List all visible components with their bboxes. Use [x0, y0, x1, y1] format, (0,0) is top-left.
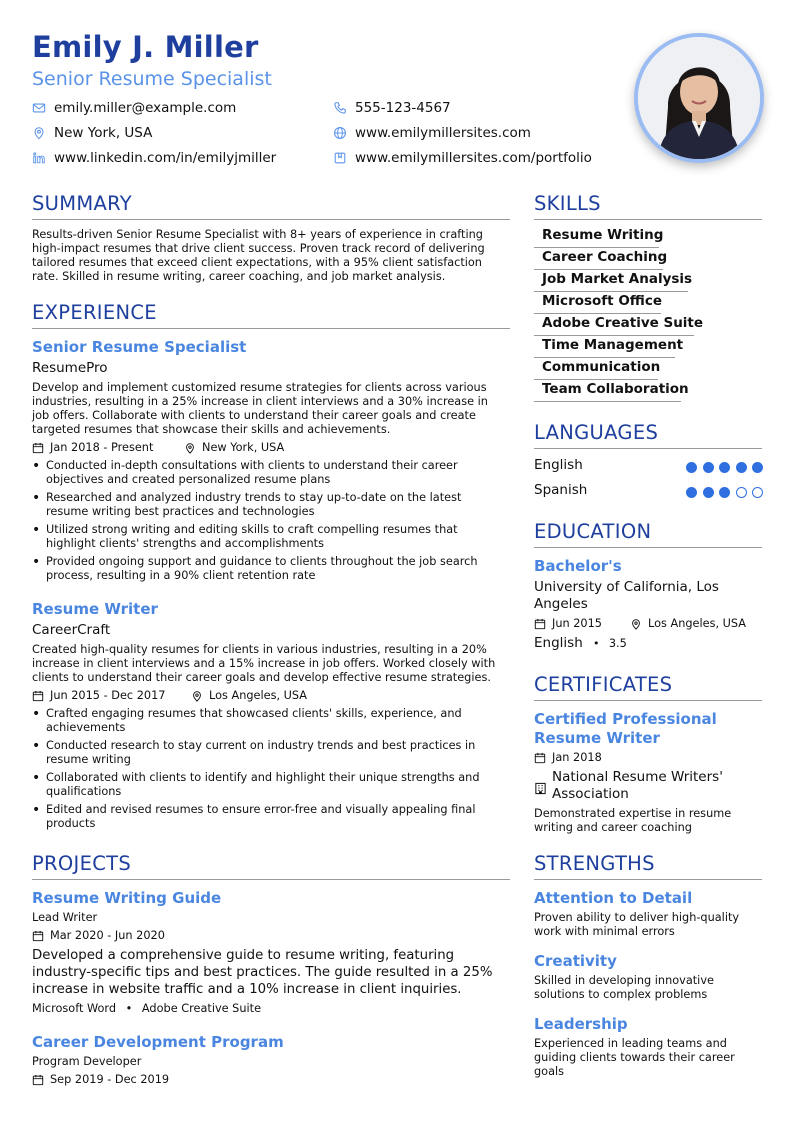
job-location-text: Los Angeles, USA — [209, 689, 308, 702]
language-name: Spanish — [534, 482, 588, 498]
experience-divider — [32, 328, 510, 329]
location-pin-icon — [630, 618, 642, 630]
location-pin-icon — [184, 442, 196, 454]
job-title: Resume Writer — [32, 600, 158, 618]
globe-icon — [333, 126, 347, 140]
contact-portfolio[interactable] — [333, 150, 592, 166]
project-dates — [32, 1073, 169, 1086]
skills-heading: SKILLS — [534, 192, 601, 215]
skill-tag: Time Management — [534, 335, 675, 358]
summary-heading: SUMMARY — [32, 192, 132, 215]
candidate-title: Senior Resume Specialist — [32, 68, 272, 90]
profile-photo — [634, 33, 764, 163]
degree: Bachelor's — [534, 557, 622, 575]
project-role: Lead Writer — [32, 911, 98, 924]
project-tool: Microsoft Word — [32, 1002, 117, 1015]
skill-tag: Resume Writing — [534, 225, 659, 248]
bookmark-icon — [333, 151, 347, 165]
certificates-divider — [534, 700, 762, 701]
phone-icon — [333, 101, 347, 115]
certificates-heading: CERTIFICATES — [534, 673, 673, 696]
certificate-description: Demonstrated expertise in resume writing and career coaching — [534, 807, 732, 834]
education-location — [630, 617, 746, 630]
project-dates-text: Mar 2020 - Jun 2020 — [50, 929, 165, 942]
candidate-name: Emily J. Miller — [32, 30, 259, 64]
job-description: Created high-quality resumes for clients in various industries, resulting in a 20% increase in client interviews and a 15% increase in job offers. Worked closely with clients to understand their career goals and develop effective resume strategies. — [32, 643, 496, 684]
education-location-text: Los Angeles, USA — [648, 617, 747, 630]
experience-heading: EXPERIENCE — [32, 301, 157, 324]
strength-text: Proven ability to deliver high-quality work with minimal errors — [534, 911, 740, 938]
portfolio-text: www.emilymillersites.com/portfolio — [355, 150, 592, 166]
website-text: www.emilymillersites.com — [355, 125, 531, 141]
skill-tag: Microsoft Office — [534, 291, 661, 314]
certificate-issuer: National Resume Writers' Association — [552, 769, 723, 802]
contact-location — [32, 125, 152, 141]
calendar-icon — [32, 442, 44, 454]
calendar-icon — [32, 930, 44, 942]
calendar-icon — [534, 752, 546, 764]
job-bullet: • Conducted research to stay current on industry trends and best practices in resume writing — [32, 738, 476, 766]
education-dates — [534, 617, 602, 630]
location-text: New York, USA — [54, 125, 153, 141]
contact-linkedin[interactable] — [32, 150, 276, 166]
field-of-study: English — [534, 635, 583, 651]
job-dates-text: Jun 2015 - Dec 2017 — [50, 689, 166, 702]
level-dot-filled — [703, 487, 714, 498]
languages-divider — [534, 448, 762, 449]
level-dot-empty — [736, 487, 747, 498]
job-location — [184, 441, 284, 454]
tool-separator: • — [125, 1002, 133, 1015]
skill-tag: Adobe Creative Suite — [534, 313, 694, 336]
level-dot-filled — [686, 462, 697, 473]
job-bullet: • Edited and revised resumes to ensure error-free and visually appealing final products — [32, 802, 476, 830]
job-title: Senior Resume Specialist — [32, 338, 247, 356]
calendar-icon — [32, 690, 44, 702]
linkedin-icon — [32, 151, 46, 165]
education-dates-text: Jun 2015 — [552, 617, 602, 630]
level-dot-filled — [752, 462, 763, 473]
job-bullet: • Collaborated with clients to identify and highlight their unique strengths and qualifications — [32, 770, 480, 798]
skills-divider — [534, 219, 762, 220]
strength-title: Creativity — [534, 952, 617, 970]
contact-email[interactable] — [32, 100, 236, 116]
company-name: ResumePro — [32, 360, 108, 376]
level-dot-filled — [719, 462, 730, 473]
strength-title: Attention to Detail — [534, 889, 693, 907]
summary-text: Results-driven Senior Resume Specialist with 8+ years of experience in crafting high-impact resumes that drive client success. Proven track record of delivering tailored resumes that exceed client expectations, with a 95% client satisfaction rate. Skilled in resume writing, career coaching, and job market analysis. — [32, 228, 485, 283]
job-dates — [32, 689, 165, 702]
skill-tag: Career Coaching — [534, 247, 663, 270]
field-separator: • — [593, 637, 600, 650]
level-dot-filled — [703, 462, 714, 473]
project-description: Developed a comprehensive guide to resume writing, featuring industry-specific tips and best practices. The guide resulted in a 25% increase in website traffic and a 10% increase in client inquiries. — [32, 948, 493, 997]
education-heading: EDUCATION — [534, 520, 652, 543]
job-bullet: • Provided ongoing support and guidance to clients throughout the job search process, resulting in a 90% client retention rate — [32, 554, 478, 582]
certificate-date-text: Jan 2018 — [552, 751, 602, 764]
person-portrait-icon — [638, 37, 760, 159]
education-field — [534, 635, 627, 652]
contact-phone[interactable] — [333, 100, 451, 116]
company-name: CareerCraft — [32, 622, 111, 638]
level-dot-empty — [752, 487, 763, 498]
level-dot-filled — [719, 487, 730, 498]
projects-heading: PROJECTS — [32, 852, 132, 875]
education-divider — [534, 547, 762, 548]
calendar-icon — [534, 618, 546, 630]
level-dot-filled — [686, 487, 697, 498]
skill-tag: Communication — [534, 357, 658, 380]
project-role: Program Developer — [32, 1055, 142, 1068]
project-dates — [32, 929, 165, 942]
project-dates-text: Sep 2019 - Dec 2019 — [50, 1073, 170, 1086]
strengths-heading: STRENGTHS — [534, 852, 655, 875]
level-dot-filled — [736, 462, 747, 473]
certificate-name: Certified Professional Resume Writer — [534, 710, 717, 747]
language-name: English — [534, 457, 583, 473]
job-dates — [32, 441, 153, 454]
skill-tag: Team Collaboration — [534, 379, 681, 402]
language-level — [686, 487, 769, 498]
strengths-divider — [534, 879, 762, 880]
language-level — [686, 462, 769, 473]
location-pin-icon — [191, 690, 203, 702]
project-title: Resume Writing Guide — [32, 889, 222, 907]
phone-text: 555-123-4567 — [355, 100, 451, 116]
project-title: Career Development Program — [32, 1033, 284, 1051]
gpa: 3.5 — [608, 637, 627, 650]
project-tool: Adobe Creative Suite — [141, 1002, 262, 1015]
job-location — [191, 689, 307, 702]
languages-heading: LANGUAGES — [534, 421, 659, 444]
projects-divider — [32, 879, 510, 880]
strength-text: Experienced in leading teams and guiding clients towards their career goals — [534, 1037, 735, 1078]
location-pin-icon — [32, 126, 46, 140]
summary-divider — [32, 219, 510, 220]
building-icon — [534, 780, 547, 799]
project-tools — [32, 1002, 261, 1016]
job-bullet: • Utilized strong writing and editing skills to craft compelling resumes that highlight clients' strengths and accomplishments — [32, 522, 458, 550]
linkedin-text: www.linkedin.com/in/emilyjmiller — [54, 150, 277, 166]
job-bullet: • Crafted engaging resumes that showcased clients' skills, experience, and achievements — [32, 706, 462, 734]
job-bullet: • Conducted in-depth consultations with clients to understand their career objectives and created personalized resume plans — [32, 458, 458, 486]
job-dates-text: Jan 2018 - Present — [50, 441, 154, 454]
strength-title: Leadership — [534, 1015, 628, 1033]
job-bullet: • Researched and analyzed industry trends to stay up-to-date on the latest resume writing best practices and technologies — [32, 490, 462, 518]
school-name: University of California, Los Angeles — [534, 579, 719, 612]
certificate-date — [534, 751, 602, 764]
email-text: emily.miller@example.com — [54, 100, 237, 116]
job-description: Develop and implement customized resume strategies for clients across various industries, resulting in a 25% increase in client interviews and a 30% increase in job offers. Collaborate with clients to understand their career goals and create targeted resumes that showcase their skills and achievements. — [32, 381, 488, 436]
contact-website[interactable] — [333, 125, 531, 141]
skill-tag: Job Market Analysis — [534, 269, 688, 292]
calendar-icon — [32, 1074, 44, 1086]
mail-icon — [32, 101, 46, 115]
job-location-text: New York, USA — [202, 441, 285, 454]
strength-text: Skilled in developing innovative solutions to complex problems — [534, 974, 714, 1001]
